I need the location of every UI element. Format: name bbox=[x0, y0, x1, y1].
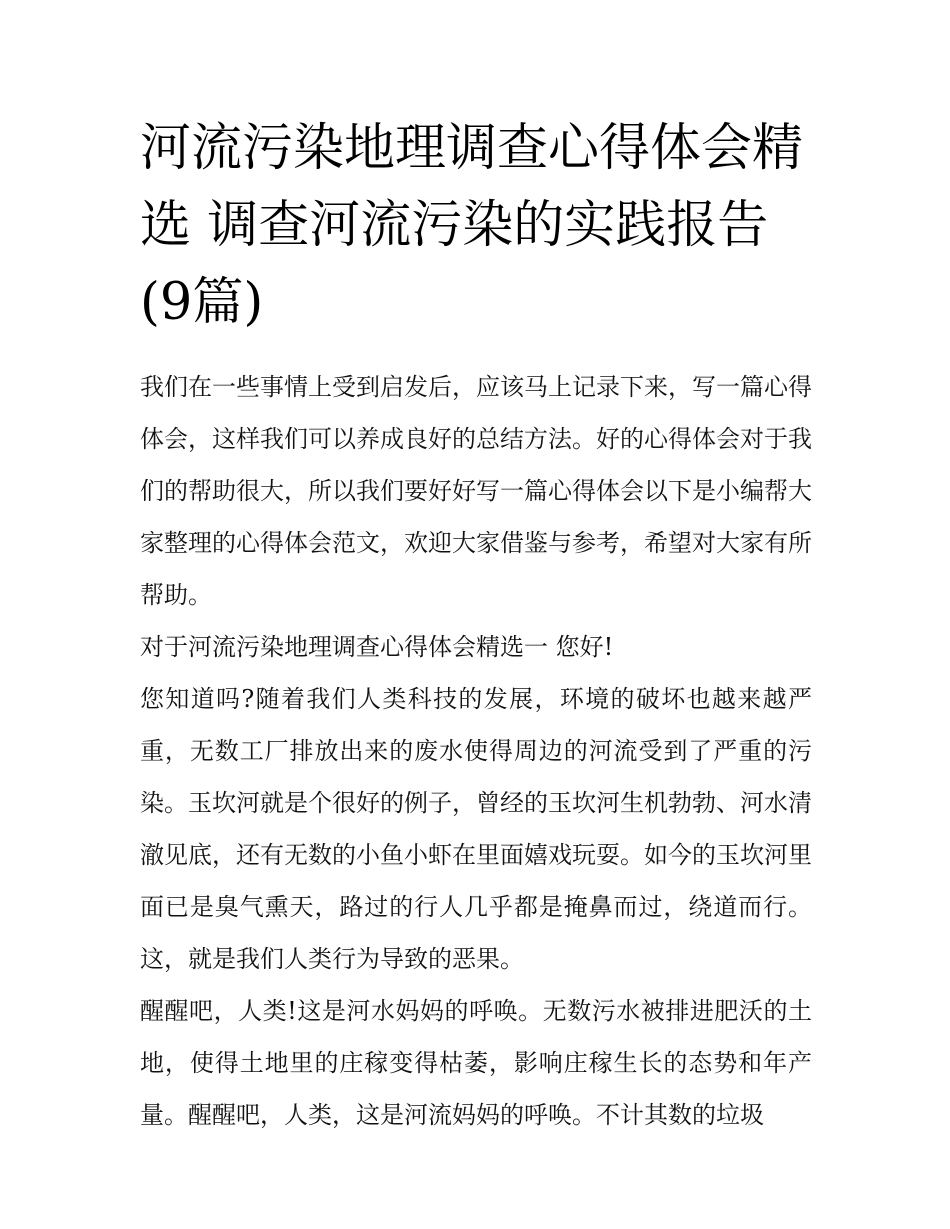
paragraph-intro: 我们在一些事情上受到启发后，应该马上记录下来，写一篇心得体会，这样我们可以养成良好的总结方法。好的心得体会对于我们的帮助很大，所以我们要好好写一篇心得体会以下是小编帮大家整理的心得体会范文，欢迎大家借鉴与参考，希望对大家有所帮助。 bbox=[140, 373, 812, 609]
paragraph-body-2: 醒醒吧，人类!这是河水妈妈的呼唤。无数污水被排进肥沃的土地，使得土地里的庄稼变得枯萎，影响庄稼生长的态势和年产量。醒醒吧，人类，这是河流妈妈的呼唤。不计其数的垃圾 bbox=[140, 997, 812, 1129]
paragraph-body-1: 您知道吗?随着我们人类科技的发展，环境的破坏也越来越严重，无数工厂排放出来的废水使得周边的河流受到了严重的污染。玉坎河就是个很好的例子，曾经的玉坎河生机勃勃、河水清澈见底，还有无数的小鱼小虾在里面嬉戏玩耍。如今的玉坎河里面已是臭气熏天，路过的行人几乎都是掩鼻而过，绕道而行。这，就是我们人类行为导致的恶果。 bbox=[140, 685, 812, 973]
document-page bbox=[140, 110, 812, 1141]
document-title: 河流污染地理调查心得体会精选 调查河流污染的实践报告(9篇) bbox=[140, 119, 804, 332]
paragraph-section-heading: 对于河流污染地理调查心得体会精选一 您好! bbox=[140, 633, 614, 661]
